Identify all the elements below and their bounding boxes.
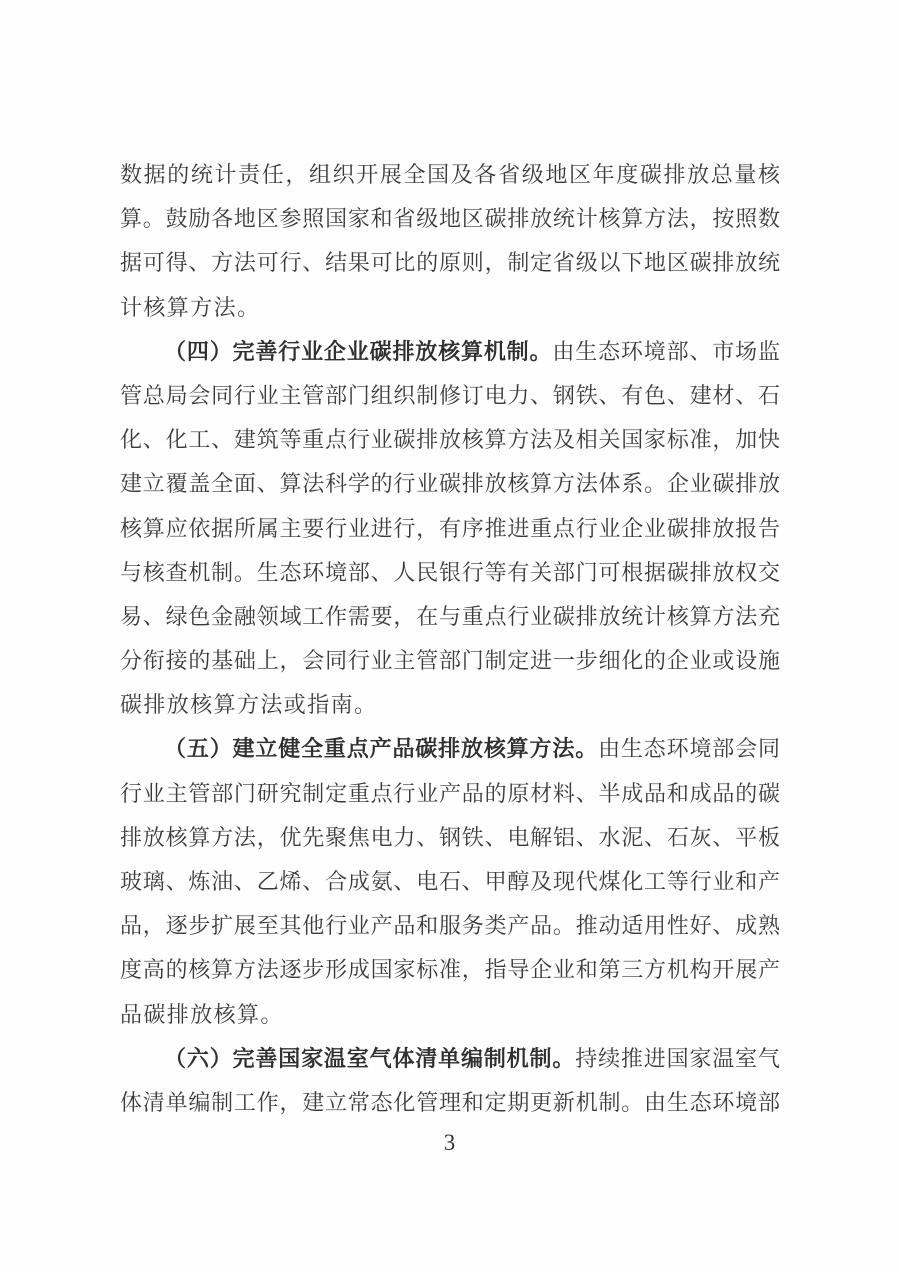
text-segment: 据可得、方法可行、结果可比的原则，制定省级以下地区碳排放统 [120,250,780,276]
text-line [120,816,780,860]
text-segment: 碳排放核算方法或指南。 [120,692,378,718]
text-line [120,507,780,551]
paragraph-provincial-accounting-continuation [120,153,780,330]
text-line [120,197,780,241]
text-line [120,286,780,330]
section-4-industry-enterprise-carbon-accounting [120,330,780,728]
section-heading: （四）完善行业企业碳排放核算机制。 [164,338,553,364]
text-segment: 建立覆盖全面、算法科学的行业碳排放核算方法体系。企业碳排放 [120,471,780,497]
text-line [120,241,780,285]
document-text [120,153,780,1125]
text-segment: 核算应依据所属主要行业进行，有序推进重点行业企业碳排放报告 [120,515,780,541]
text-segment: 计核算方法。 [120,294,261,320]
text-segment: 由生态环境部、市场监 [552,338,780,364]
text-line [120,551,780,595]
section-heading: （六）完善国家温室气体清单编制机制。 [164,1045,576,1071]
text-segment: 与核查机制。生态环境部、人民银行等有关部门可根据碳排放权交 [120,559,780,585]
text-line [120,1081,780,1125]
text-line [120,374,780,418]
text-line [120,418,780,462]
text-line [120,772,780,816]
text-segment: 玻璃、炼油、乙烯、合成氨、电石、甲醇及现代煤化工等行业和产 [120,869,780,894]
text-line [120,330,780,374]
text-segment: 持续推进国家温室气 [575,1045,780,1071]
text-line [120,727,780,771]
text-line [120,1037,780,1081]
text-segment: 管总局会同行业主管部门组织制修订电力、钢铁、有色、建材、石 [120,382,780,408]
text-segment: 算。鼓励各地区参照国家和省级地区碳排放统计核算方法，按照数 [120,206,780,232]
text-segment: 分衔接的基础上，会同行业主管部门制定进一步细化的企业或设施 [120,648,780,674]
text-segment: 品碳排放核算。 [120,1001,284,1027]
text-line [120,993,780,1037]
text-line [120,683,780,727]
section-6-national-ghg-inventory [120,1037,780,1125]
text-segment: 由生态环境部会同 [598,736,780,762]
text-line [120,639,780,683]
section-5-key-product-carbon-accounting [120,727,780,1036]
text-segment: 度高的核算方法逐步形成国家标准，指导企业和第三方机构开展产 [120,957,780,983]
page-number: 3 [443,1130,456,1155]
text-segment: 品，逐步扩展至其他行业产品和服务类产品。推动适用性好、成熟 [120,913,780,939]
section-heading: （五）建立健全重点产品碳排放核算方法。 [164,736,599,762]
text-segment: 行业主管部门研究制定重点行业产品的原材料、半成品和成品的碳 [120,780,780,806]
text-line [120,462,780,506]
text-line [120,860,780,904]
text-line [120,948,780,992]
text-segment: 排放核算方法，优先聚焦电力、钢铁、电解铝、水泥、石灰、平板 [120,824,780,850]
text-segment: 体清单编制工作，建立常态化管理和定期更新机制。由生态环境部 [120,1089,780,1115]
text-line [120,153,780,197]
text-segment: 易、绿色金融领域工作需要，在与重点行业碳排放统计核算方法充 [120,603,780,629]
text-line [120,595,780,639]
text-segment: 化、化工、建筑等重点行业碳排放核算方法及相关国家标准，加快 [120,427,780,453]
text-segment: 数据的统计责任，组织开展全国及各省级地区年度碳排放总量核 [120,162,780,187]
text-line [120,904,780,948]
